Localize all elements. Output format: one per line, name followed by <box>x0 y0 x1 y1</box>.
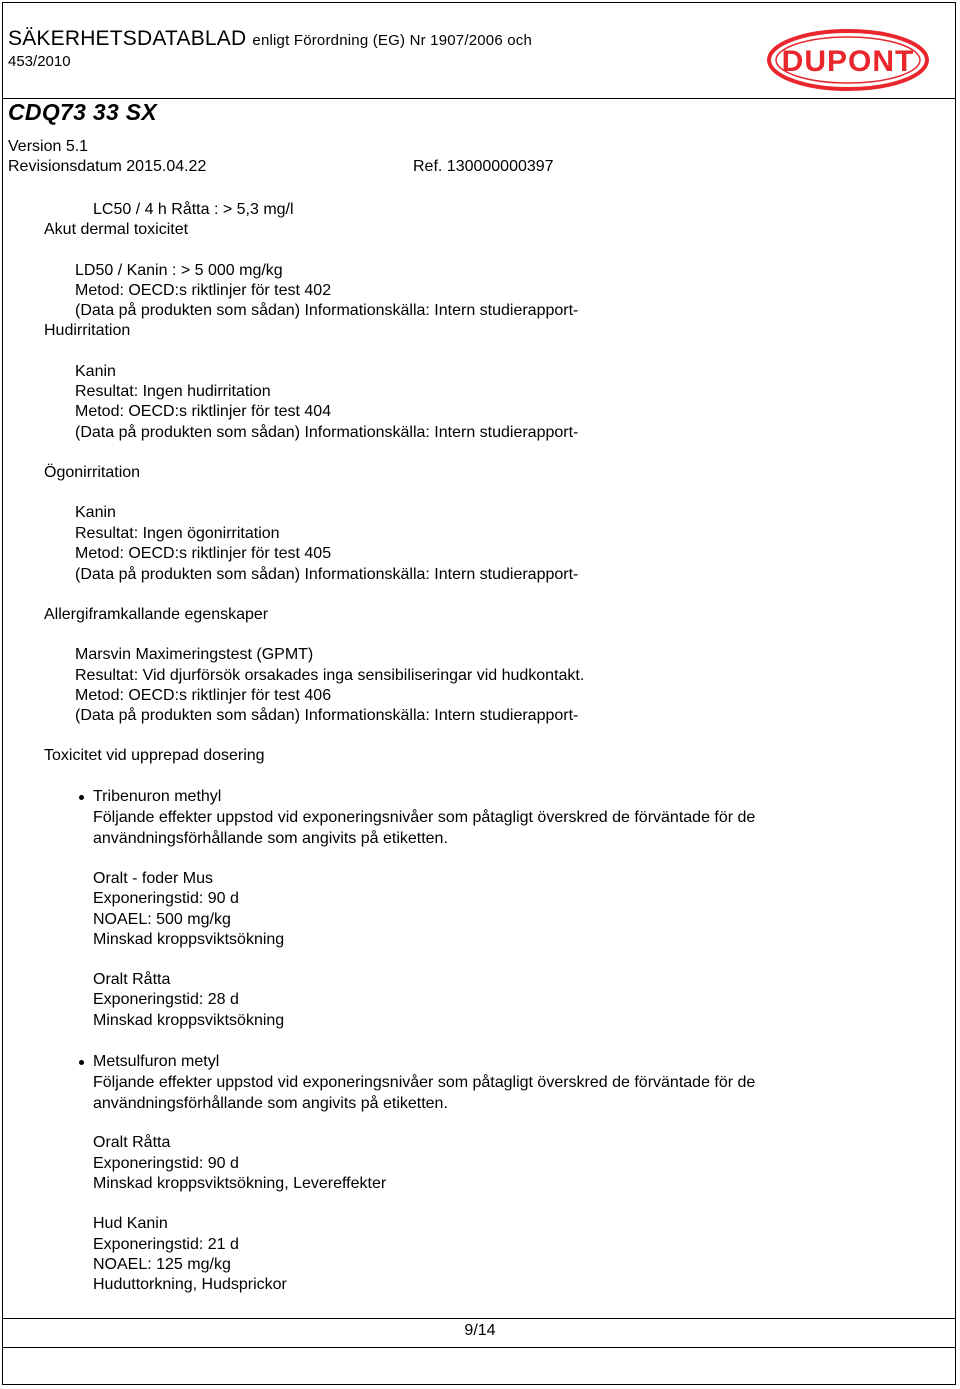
text-line: Resultat: Vid djurförsök orsakades inga sensibiliseringar vid hudkontakt. <box>75 667 585 684</box>
text-line: NOAEL: 125 mg/kg <box>93 1256 231 1273</box>
text-line: användningsförhållande som angivits på etiketten. <box>93 830 448 847</box>
page-number: 9/14 <box>464 1322 496 1339</box>
text-line: Exponeringstid: 21 d <box>93 1236 239 1253</box>
text-line: Huduttorkning, Hudsprickor <box>93 1276 287 1293</box>
text-line: Resultat: Ingen ögonirritation <box>75 525 280 542</box>
text-line: Minskad kroppsviktsökning <box>93 1012 285 1029</box>
list-item-bullet: Tribenuron methyl <box>93 788 222 805</box>
section-heading: Hudirritation <box>44 322 131 339</box>
text-line: Minskad kroppsviktsökning <box>93 931 285 948</box>
text-line: NOAEL: 500 mg/kg <box>93 911 231 928</box>
text-line: Minskad kroppsviktsökning, Levereffekter <box>93 1175 387 1192</box>
title-regulation-cont: 453/2010 <box>8 53 71 70</box>
text-line: Metod: OECD:s riktlinjer för test 406 <box>75 687 332 704</box>
text-line: Marsvin Maximeringstest (GPMT) <box>75 646 314 663</box>
text-line: Metod: OECD:s riktlinjer för test 404 <box>75 403 332 420</box>
list-item-bullet: Metsulfuron metyl <box>93 1053 220 1070</box>
text-line: Oralt - foder Mus <box>93 870 214 887</box>
text-line: Exponeringstid: 90 d <box>93 1155 239 1172</box>
product-name: CDQ73 33 SX <box>8 99 158 125</box>
text-line: Hud Kanin <box>93 1215 168 1232</box>
text-line: Exponeringstid: 90 d <box>93 890 239 907</box>
dupont-logo-icon <box>766 28 930 92</box>
text-line: (Data på produkten som sådan) Informationskälla: Intern studierapport- <box>75 707 579 724</box>
section-heading: Ögonirritation <box>44 464 141 481</box>
reference-number: Ref. 130000000397 <box>413 158 554 175</box>
footer-divider-bottom <box>2 1347 956 1348</box>
version: Version 5.1 <box>8 138 89 155</box>
text-line: (Data på produkten som sådan) Informationskälla: Intern studierapport- <box>75 302 579 319</box>
text-line: användningsförhållande som angivits på etiketten. <box>93 1095 448 1112</box>
text-line: Kanin <box>75 363 116 380</box>
text-line: Kanin <box>75 504 116 521</box>
section-heading: Allergiframkallande egenskaper <box>44 606 269 623</box>
title-main: SÄKERHETSDATABLAD <box>8 27 247 50</box>
text-line: Resultat: Ingen hudirritation <box>75 383 271 400</box>
text-line: Följande effekter uppstod vid exponeringsnivåer som påtagligt överskred de förväntade för de <box>93 1074 756 1091</box>
text-line: LD50 / Kanin : > 5 000 mg/kg <box>75 262 283 279</box>
text-line: Oralt Råtta <box>93 971 171 988</box>
text-line: LC50 / 4 h Råtta : > 5,3 mg/l <box>93 201 294 218</box>
text-line: Följande effekter uppstod vid exponeringsnivåer som påtagligt överskred de förväntade för de <box>93 809 756 826</box>
text-line: Metod: OECD:s riktlinjer för test 405 <box>75 545 332 562</box>
document-title <box>8 27 532 51</box>
text-line: Metod: OECD:s riktlinjer för test 402 <box>75 282 332 299</box>
title-regulation: enligt Förordning (EG) Nr 1907/2006 och <box>252 32 533 49</box>
revision-date: Revisionsdatum 2015.04.22 <box>8 158 207 175</box>
text-line: Oralt Råtta <box>93 1134 171 1151</box>
footer-divider <box>2 1318 956 1319</box>
text-line: (Data på produkten som sådan) Informationskälla: Intern studierapport- <box>75 424 579 441</box>
text-line: Exponeringstid: 28 d <box>93 991 239 1008</box>
section-heading: Akut dermal toxicitet <box>44 221 189 238</box>
section-heading: Toxicitet vid upprepad dosering <box>44 747 265 764</box>
text-line: (Data på produkten som sådan) Informationskälla: Intern studierapport- <box>75 566 579 583</box>
logo-text: DUPONT <box>781 45 915 78</box>
